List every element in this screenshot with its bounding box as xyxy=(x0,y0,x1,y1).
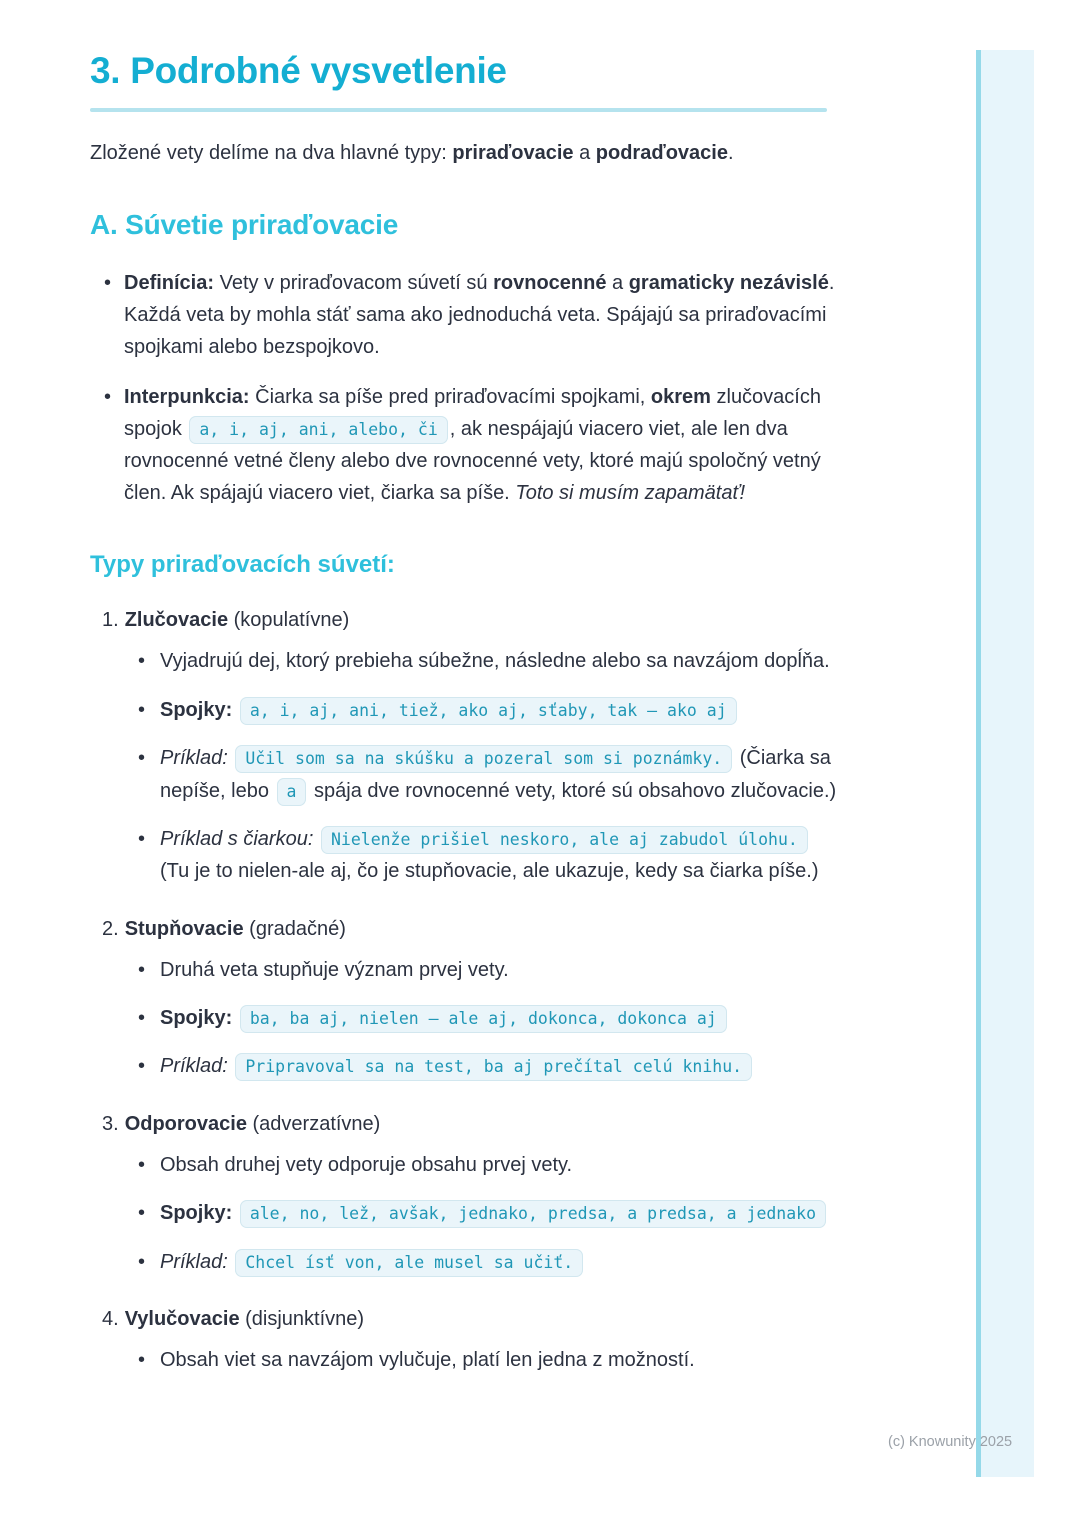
description-bullet: • Obsah druhej vety odporuje obsahu prvej vety. xyxy=(90,1149,838,1181)
type-item-stupnovacie xyxy=(90,914,838,1083)
copyright-notice: (c) Knowunity 2025 xyxy=(888,1434,1013,1450)
type-item-details xyxy=(90,954,838,1083)
type-item-details xyxy=(90,1344,838,1376)
example-bullet: • Príklad: Chcel ísť von, ale musel sa učiť. xyxy=(90,1246,838,1278)
item-title-text: Stupňovacie (gradačné) xyxy=(124,917,346,940)
description-bullet: • Obsah viet sa navzájom vylučuje, platí len jedna z možností. xyxy=(90,1344,838,1376)
page-title: 3. Podrobné vysvetlenie xyxy=(90,50,507,91)
type-item-title xyxy=(90,1304,838,1334)
types-heading: Typy priraďovacích súvetí: xyxy=(90,551,395,579)
right-accent-panel xyxy=(976,50,1034,1477)
item-title-text: Vylučovacie (disjunktívne) xyxy=(124,1308,365,1331)
intro-paragraph: Zložené vety delíme na dva hlavné typy: priraďovacie a podraďovacie. xyxy=(90,142,734,164)
definition-bullet: • Definícia: Vety v priraďovacom súvetí sú rovnocenné a gramaticky nezávislé. Každá veta by mohla stáť sama ako jednoduchá veta. Spájajú sa priraďovacími spojkami alebo bezspojkovo. xyxy=(90,267,838,363)
conjunctions-bullet: • Spojky: a, i, aj, ani, tiež, ako aj, sťaby, tak – ako aj xyxy=(90,694,838,726)
title-underline xyxy=(90,108,827,112)
punctuation-bullet: • Interpunkcia: Čiarka sa píše pred priraďovacími spojkami, okrem zlučovacích spojok a, i, aj, ani, alebo, či , ak nespájajú viacero viet, ale len dva rovnocenné vetné členy alebo dve rovnocenné vety, ktoré majú spoločný vetný člen. Ak spájajú viacero viet, čiarka sa píše. Toto si musím zapamätať! xyxy=(90,381,838,509)
types-list xyxy=(90,605,838,1376)
type-item-title xyxy=(90,605,838,635)
type-item-title xyxy=(90,914,838,944)
example-with-comma-bullet: • Príklad s čiarkou: Nielenže prišiel neskoro, ale aj zabudol úlohu. (Tu je to nielen-ale aj, čo je stupňovacie, ale ukazuje, kedy sa čiarka píše.) xyxy=(90,823,838,888)
item-title-text: Zlučovacie (kopulatívne) xyxy=(124,609,350,632)
example-bullet: • Príklad: Učil som sa na skúšku a pozeral som si poznámky. (Čiarka sa nepíše, lebo a spája dve rovnocenné vety, ktoré sú obsahovo zlučovacie.) xyxy=(90,742,838,807)
type-item-vylucovacie xyxy=(90,1304,838,1376)
type-item-details xyxy=(90,1149,838,1278)
conjunctions-bullet: • Spojky: ale, no, lež, avšak, jednako, predsa, a predsa, a jednako xyxy=(90,1197,838,1229)
item-title-text: Odporovacie (adverzatívne) xyxy=(124,1112,381,1135)
type-item-details xyxy=(90,645,838,887)
section-a-bullet-list xyxy=(90,267,838,509)
type-item-zlucovacie xyxy=(90,605,838,887)
document-page xyxy=(90,0,838,1376)
type-item-odporovacie xyxy=(90,1109,838,1278)
example-bullet: • Príklad: Pripravoval sa na test, ba aj prečítal celú knihu. xyxy=(90,1050,838,1082)
type-item-title xyxy=(90,1109,838,1139)
conjunctions-bullet: • Spojky: ba, ba aj, nielen – ale aj, dokonca, dokonca aj xyxy=(90,1002,838,1034)
item-number: 3. xyxy=(102,1112,119,1135)
item-number: 2. xyxy=(102,917,119,940)
item-number: 1. xyxy=(102,609,119,632)
description-bullet: • Druhá veta stupňuje význam prvej vety. xyxy=(90,954,838,986)
section-a-heading: A. Súvetie priraďovacie xyxy=(90,209,399,240)
item-number: 4. xyxy=(102,1308,119,1331)
description-bullet: • Vyjadrujú dej, ktorý prebieha súbežne, následne alebo sa navzájom dopĺňa. xyxy=(90,645,838,677)
